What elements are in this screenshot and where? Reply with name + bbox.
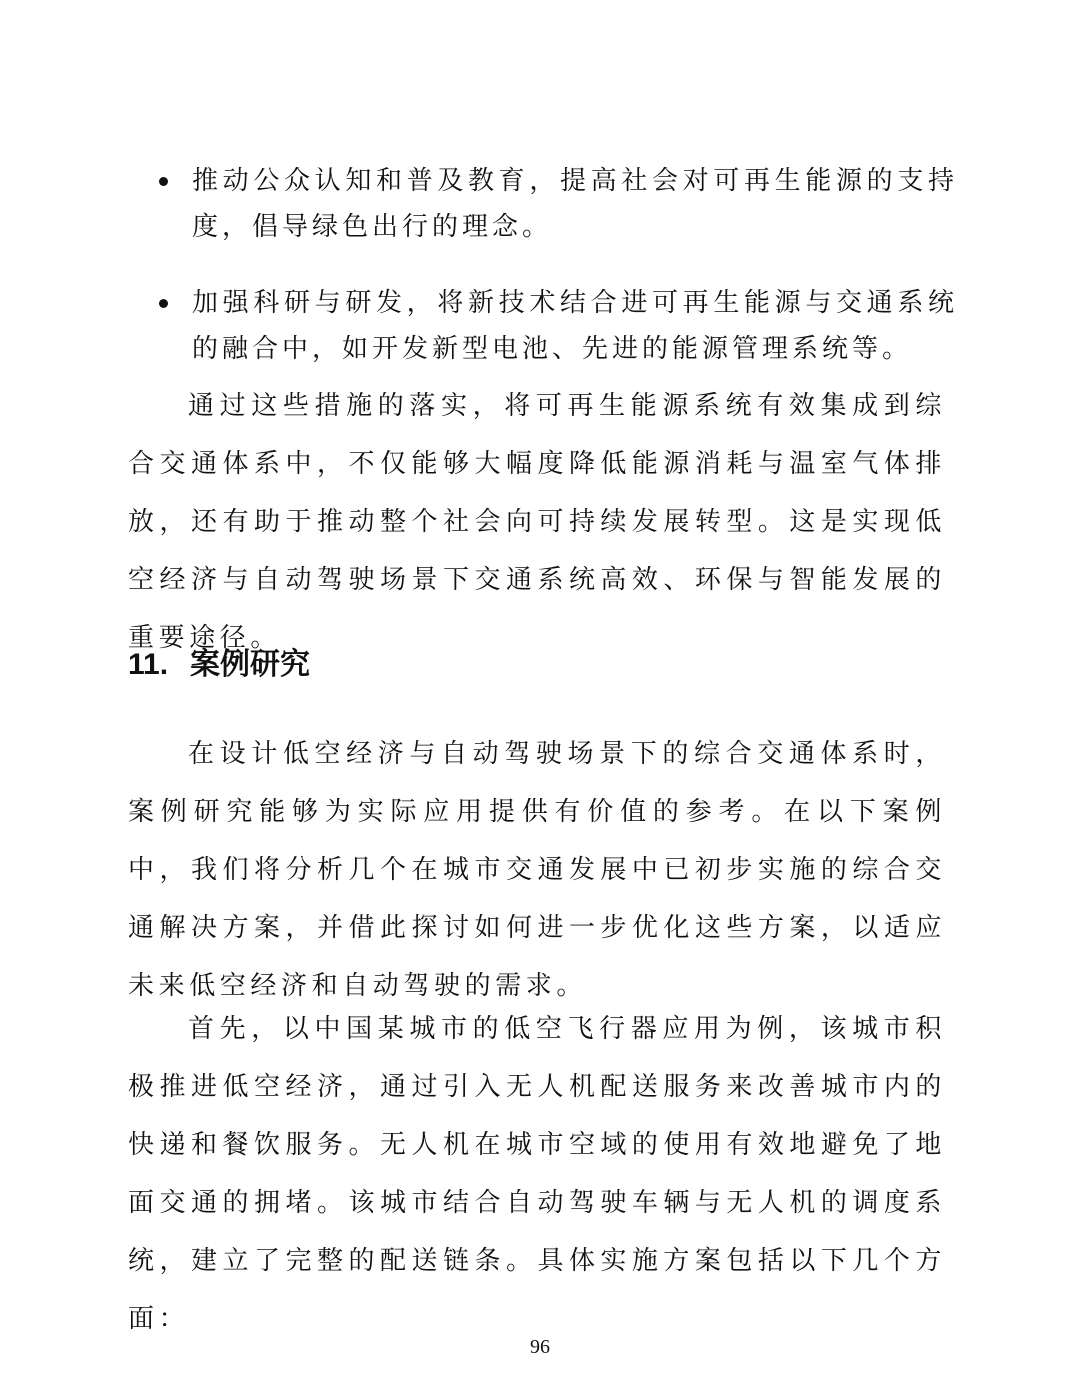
section-number: 11.	[128, 648, 169, 681]
section-title: 案例研究	[190, 648, 310, 681]
body-paragraph-1: 在设计低空经济与自动驾驶场景下的综合交通体系时，案例研究能够为实际应用提供有价值的参考。在以下案例中，我们将分析几个在城市交通发展中已初步实施的综合交通解决方案，并借此探讨如何进一步优化这些方案，以适应未来低空经济和自动驾驶的需求。	[128, 739, 946, 1001]
intro-paragraph: 通过这些措施的落实，将可再生能源系统有效集成到综合交通体系中，不仅能够大幅度降低能源消耗与温室气体排放，还有助于推动整个社会向可持续发展转型。这是实现低空经济与自动驾驶场景下交通系统高效、环保与智能发展的重要途径。	[128, 391, 946, 653]
bullet-dot-icon	[159, 299, 168, 308]
bullet-text: 推动公众认知和普及教育，提高社会对可再生能源的支持度，倡导绿色出行的理念。	[192, 166, 958, 242]
bullet-list	[128, 158, 958, 402]
bullet-dot-icon	[159, 177, 168, 186]
page-number: 96	[530, 1336, 550, 1358]
section-heading	[128, 640, 310, 690]
bullet-item	[128, 158, 958, 250]
body-paragraph-2: 首先，以中国某城市的低空飞行器应用为例，该城市积极推进低空经济，通过引入无人机配送服务来改善城市内的快递和餐饮服务。无人机在城市空域的使用有效地避免了地面交通的拥堵。该城市结合自动驾驶车辆与无人机的调度系统，建立了完整的配送链条。具体实施方案包括以下几个方面：	[128, 1014, 946, 1334]
bullet-item	[128, 280, 958, 372]
bullet-text: 加强科研与研发，将新技术结合进可再生能源与交通系统的融合中，如开发新型电池、先进的能源管理系统等。	[192, 288, 958, 364]
